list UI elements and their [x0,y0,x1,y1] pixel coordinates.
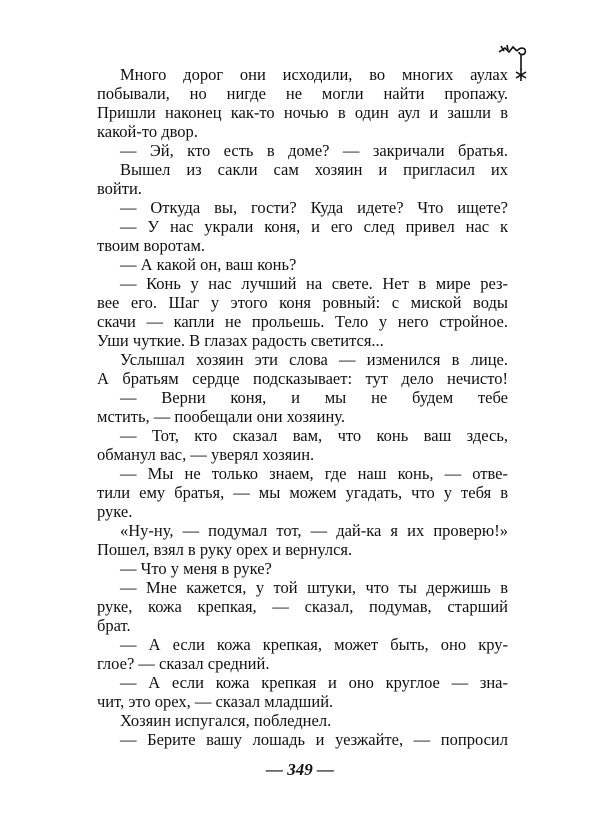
text-line: — Конь у нас лучший на свете. Нет в мире рез- [120,274,508,293]
text-line: какой-то двор. [97,122,198,141]
text-line-row [97,160,508,179]
text-line-row [97,445,508,464]
text-line: — А какой он, ваш конь? [120,255,297,274]
text-line-row [97,578,508,597]
text-line: скачи — капли не прольешь. Тело у него стройное. [97,312,508,331]
text-line: твоим воротам. [97,236,206,255]
text-line-row [97,217,508,236]
text-line-row [97,711,508,730]
text-line-row [97,521,508,540]
text-line: Услышал хозяин эти слова — изменился в лице. [120,350,508,369]
text-line: — А если кожа крепкая и оно круглое — зна- [120,673,508,692]
text-line-row [97,236,508,255]
text-line: Пришли наконец как-то ночью в один аул и зашли в [97,103,508,122]
text-line-row [97,540,508,559]
text-line: — Откуда вы, гости? Куда идете? Что ищете? [120,198,508,217]
text-line-row [97,369,508,388]
text-line: руке, кожа крепкая, — сказал, подумав, старший [97,597,508,616]
text-line: Много дорог они исходили, во многих аулах [120,65,508,84]
text-line: Хозяин испугался, побледнел. [120,711,332,730]
text-line-row [97,597,508,616]
text-line: Пошел, взял в руку орех и вернулся. [97,540,353,559]
text-line-row [97,255,508,274]
text-line-row [97,616,508,635]
text-line-row [97,654,508,673]
text-line: глое? — сказал средний. [97,654,270,673]
text-line-row [97,388,508,407]
text-line-row [97,730,508,749]
text-line: брат. [97,616,131,635]
text-line: — Верни коня, и мы не будем тебе [120,388,508,407]
text-line: чит, это орех, — сказал младший. [97,692,334,711]
text-line: побывали, но нигде не могли найти пропажу. [97,84,508,103]
text-line: обманул вас, — уверял хозяин. [97,445,315,464]
text-line-row [97,692,508,711]
text-line-row [97,331,508,350]
text-line: вее его. Шаг у этого коня ровный: с миской воды [97,293,508,312]
text-line-row [97,502,508,521]
text-line: — Мне кажется, у той штуки, что ты держишь в [120,578,508,597]
text-line: — Тот, кто сказал вам, что конь ваш здесь, [120,426,508,445]
text-line-row [97,407,508,426]
text-line-row [97,293,508,312]
text-line-row [97,274,508,293]
text-line-row [97,673,508,692]
text-line-row [97,84,508,103]
text-line: тили ему братья, — мы можем угадать, что у тебя в [97,483,508,502]
text-line: «Ну-ну, — подумал тот, — дай-ка я их проверю!» [120,521,508,540]
text-line-row [97,312,508,331]
text-line-row [97,103,508,122]
text-line: — А если кожа крепкая, может быть, оно кру- [120,635,508,654]
text-line: А братьям сердце подсказывает: тут дело нечисто! [97,369,508,388]
text-line-row [97,122,508,141]
text-line: — Мы не только знаем, где наш конь, — отве- [120,464,508,483]
text-line: — У нас украли коня, и его след привел нас к [120,217,508,236]
text-line: — Эй, кто есть в доме? — закричали братья. [120,141,508,160]
text-line-row [97,350,508,369]
text-line: — Что у меня в руке? [120,559,272,578]
text-line: мстить, — пообещали они хозяину. [97,407,346,426]
text-line-row [97,65,508,84]
text-line-row [97,141,508,160]
text-line: Вышел из сакли сам хозяин и пригласил их [120,160,508,179]
text-line: руке. [97,502,133,521]
text-line-row [97,635,508,654]
text-line: — Берите вашу лошадь и уезжайте, — попросил [120,730,508,749]
page-number: — 349 — [266,760,334,779]
text-line-row [97,179,508,198]
page-body-text [97,65,508,749]
text-line-row [97,426,508,445]
text-line-row [97,464,508,483]
text-line: войти. [97,179,142,198]
text-line-row [97,483,508,502]
text-line: Уши чуткие. В глазах радость светится... [97,331,384,350]
text-line-row [97,559,508,578]
text-line-row [97,198,508,217]
